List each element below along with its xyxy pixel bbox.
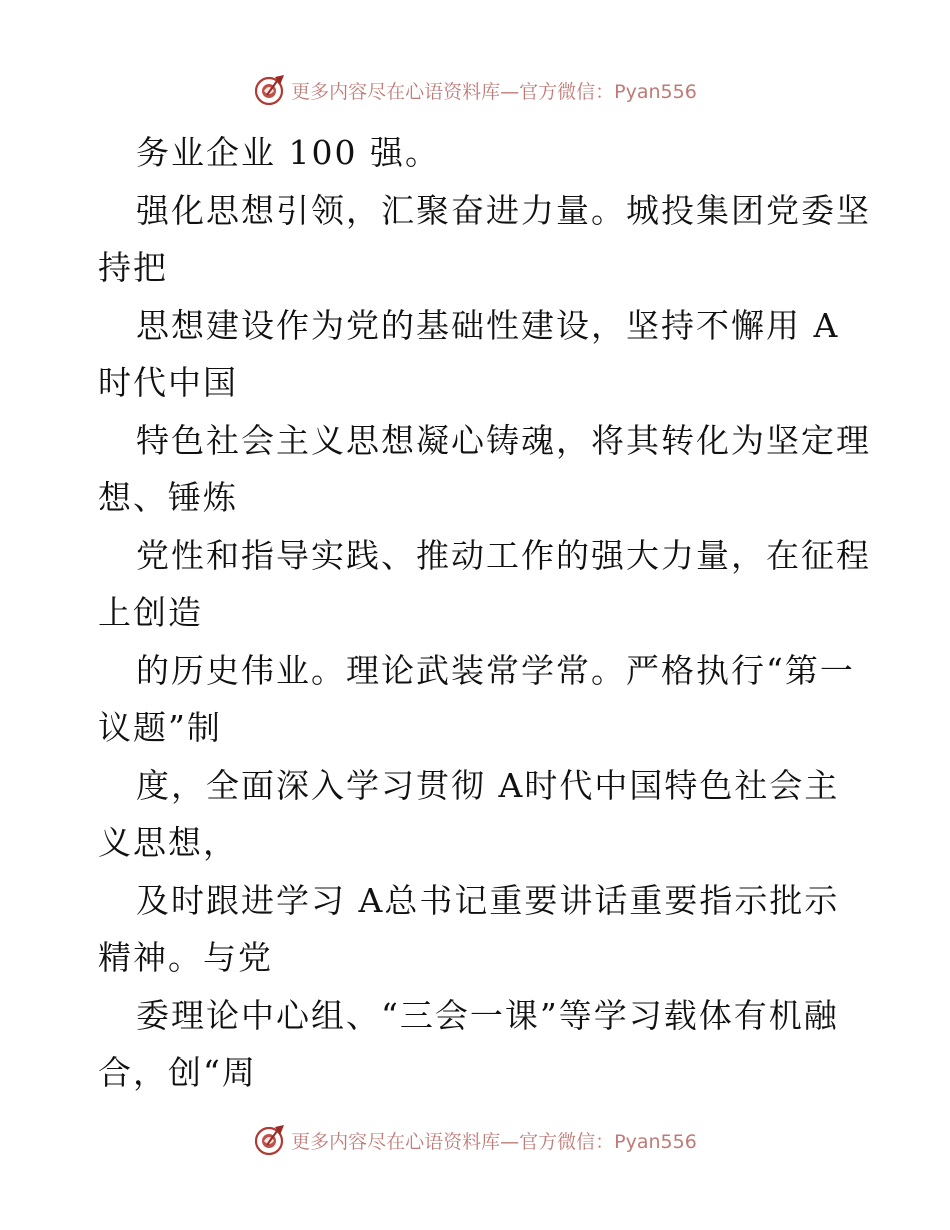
- footer-banner: [0, 1120, 950, 1160]
- body-line: 务业企业 100 强。: [136, 133, 440, 172]
- body-line: 强化思想引领，汇聚奋进力量。城投集团党委坚: [136, 190, 871, 230]
- body-line: 的历史伟业。理论武装常学常。严格执行“第一: [136, 650, 855, 690]
- seal-logo-icon: [253, 73, 287, 107]
- body-line: 义思想，: [98, 823, 238, 862]
- body-line: 议题”制: [98, 708, 222, 747]
- body-line: 党性和指导实践、推动工作的强大力量，在征程: [136, 535, 871, 575]
- footer-banner-text: 更多内容尽在心语资料库—官方微信：Pyan556: [291, 1130, 697, 1153]
- seal-logo-icon: [253, 1123, 287, 1157]
- header-banner-text: 更多内容尽在心语资料库—官方微信：Pyan556: [291, 80, 697, 103]
- body-line: 想、锤炼: [98, 478, 238, 517]
- body-line: 特色社会主义思想凝心铸魂，将其转化为坚定理: [136, 420, 871, 460]
- body-line: 时代中国: [98, 363, 238, 402]
- body-line: 思想建设作为党的基础性建设，坚持不懈用 A: [136, 305, 840, 345]
- body-line: 上创造: [98, 593, 203, 632]
- body-line: 委理论中心组、“三会一课”等学习载体有机融: [136, 995, 839, 1035]
- body-line: 合，创“周: [98, 1053, 257, 1092]
- body-line: 及时跟进学习 A总书记重要讲话重要指示批示: [136, 880, 840, 920]
- body-line: 持把: [98, 248, 168, 287]
- document-body: [98, 124, 871, 1102]
- body-line: 度，全面深入学习贯彻 A时代中国特色社会主: [136, 765, 840, 805]
- header-banner: [0, 70, 950, 110]
- body-line: 精神。与党: [98, 938, 273, 977]
